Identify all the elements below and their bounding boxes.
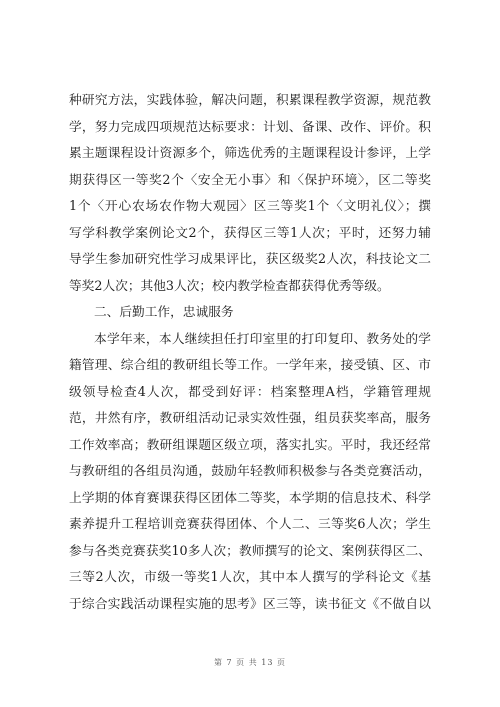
- text-line: 参与各类竞赛获奖10多人次；教师撰写的论文、案例获得区二、: [69, 542, 431, 558]
- text-line: 种研究方法，实践体验，解决问题，积累课程教学资源，规范教: [69, 92, 431, 107]
- text-line: 写学科教学案例论文2个，获得区三等1人次；平时，还努力辅: [69, 224, 431, 240]
- text-line: 本学年来，本人继续担任打印室里的打印复印、教务处的学: [94, 330, 431, 346]
- page-footer: 第 7 页 共 13 页: [214, 658, 286, 667]
- heading-text: 二、后勤工作，忠诚服务: [94, 304, 234, 319]
- text-line: 与教研组的各组员沟通，鼓励年轻教师积极参与各类竞赛活动，: [69, 463, 431, 478]
- document-body: [69, 87, 431, 617]
- text-line: 级领导检查4人次，都受到好评：档案整理A档，学籍管理规: [69, 383, 431, 399]
- text-line: 上学期的体育赛课获得区团体二等奖，本学期的信息技术、科学: [69, 489, 431, 505]
- text-line: 1个〈开心农场农作物大观园〉区三等奖1个〈文明礼仪〉；撰: [69, 198, 431, 213]
- text-line: 素养提升工程培训竞赛获得团体、个人二、三等奖6人次；学生: [69, 516, 431, 531]
- text-line: 籍管理、综合组的教研组长等工作。一学年来，接受镇、区、市: [69, 357, 431, 372]
- text-line: 工作效率高；教研组课题区级立项，落实扎实。平时，我还经常: [69, 436, 431, 452]
- text-line: 导学生参加研究性学习成果评比，获区级奖2人次，科技论文二: [69, 251, 431, 266]
- text-line: 范，井然有序，教研组活动记录实效性强，组员获奖率高，服务: [69, 410, 431, 425]
- text-line: 累主题课程设计资源多个，筛选优秀的主题课程设计参评，上学: [69, 145, 431, 160]
- text-line: 三等2人次，市级一等奖1人次，其中本人撰写的学科论文《基: [69, 569, 431, 584]
- paragraph-logistics: [69, 326, 431, 618]
- paragraph-teaching: [69, 87, 431, 299]
- section-heading: [69, 299, 431, 326]
- text-line: 于综合实践活动课程实施的思考》区三等，读书征文《不做自以: [69, 595, 431, 611]
- text-line: 等奖2人次；其他3人次；校内教学检查都获得优秀等级。: [69, 277, 390, 293]
- text-line: 学，努力完成四项规范达标要求：计划、备课、改作、评价。积: [69, 118, 431, 134]
- text-line: 期获得区一等奖2个〈安全无小事〉和〈保护环境〉，区二等奖: [69, 171, 431, 187]
